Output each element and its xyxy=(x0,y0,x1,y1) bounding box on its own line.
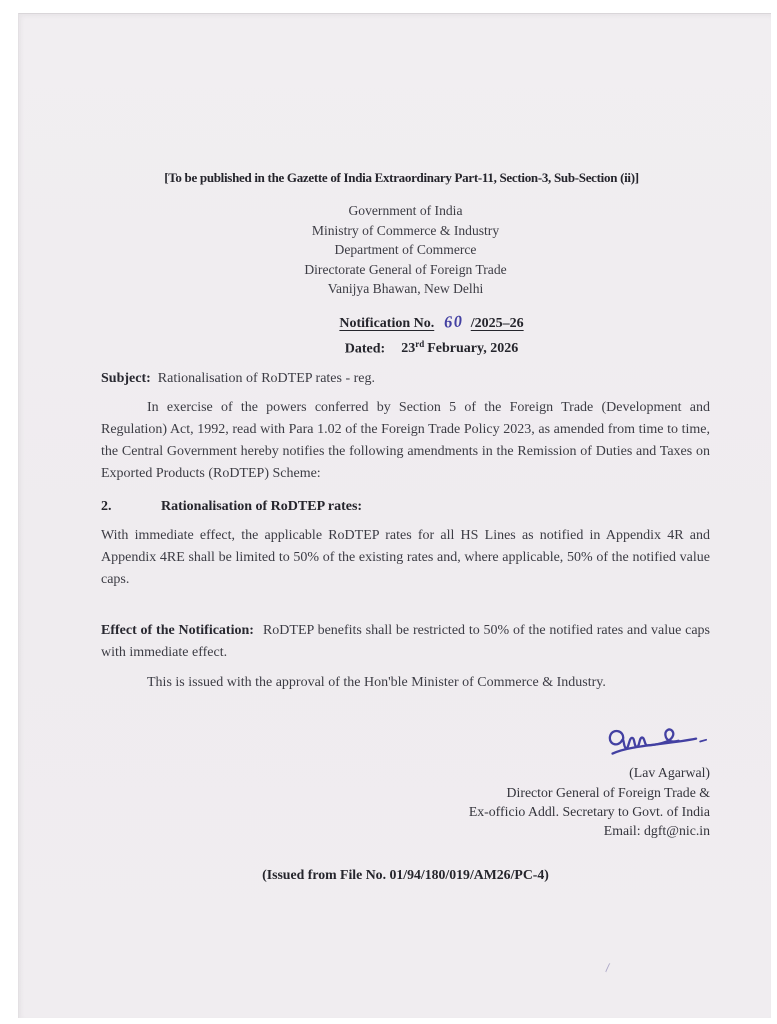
section-2-title: Rationalisation of RoDTEP rates: xyxy=(161,499,363,515)
notification-year-suffix: /2025–26 xyxy=(470,315,524,331)
effect-paragraph xyxy=(101,620,710,664)
document-page xyxy=(18,13,771,1018)
subject-line xyxy=(101,371,710,387)
handwritten-notification-number: 60 xyxy=(443,310,465,332)
notification-number-line xyxy=(127,312,736,333)
notification-block xyxy=(127,312,736,359)
section-2-paragraph: With immediate effect, the applicable RoDTEP rates for all HS Lines as notified in Appendix 4R and Appendix 4RE shall be limited to 50% of the existing rates and, where applicable, 50% of the notified value caps. xyxy=(101,528,710,587)
section-2-number: 2. xyxy=(101,499,112,515)
notification-label: Notification No. xyxy=(339,315,435,331)
org-line-ministry: Ministry of Commerce & Industry xyxy=(311,222,500,238)
file-reference: (Issued from File No. 01/94/180/019/AM26/PC-4) xyxy=(262,866,549,882)
gazette-header: [To be published in the Gazette of India Extraordinary Part-11, Section-3, Sub-Section (ii)] xyxy=(164,170,639,185)
org-line-address: Vanijya Bhawan, New Delhi xyxy=(327,281,484,296)
org-block xyxy=(101,201,710,299)
signature-scribble-row xyxy=(101,716,710,763)
signatory-title-1: Director General of Foreign Trade & xyxy=(506,784,710,800)
signature-scribble xyxy=(607,714,708,759)
org-line-department: Department of Commerce xyxy=(334,242,477,257)
section-2-heading xyxy=(101,499,710,515)
signature-block xyxy=(101,716,710,840)
dated-day: 23 xyxy=(401,341,416,357)
org-line-directorate: Directorate General of Foreign Trade xyxy=(304,261,507,277)
signatory-email: Email: dgft@nic.in xyxy=(603,823,710,839)
dated-label: Dated: xyxy=(344,341,386,357)
effect-label: Effect of the Notification: xyxy=(101,622,254,638)
subject-text: Rationalisation of RoDTEP rates - reg. xyxy=(157,371,375,387)
dated-line xyxy=(127,335,736,359)
signatory-name: (Lav Agarwal) xyxy=(629,765,710,781)
approval-line: This is issued with the approval of the Hon'ble Minister of Commerce & Industry. xyxy=(147,675,606,691)
effect-text: RoDTEP benefits shall be restricted to 50% of the notified rates and value caps with immediate effect. xyxy=(101,622,710,660)
signatory-title-2: Ex-officio Addl. Secretary to Govt. of India xyxy=(468,804,710,820)
opening-paragraph: In exercise of the powers conferred by Section 5 of the Foreign Trade (Development and Regulation) Act, 1992, read with Para 1.02 of the Foreign Trade Policy 2023, as amended from time to time, the Central Government hereby notifies the following amendments in the Remission of Duties and Taxes on Exported Products (RoDTEP) Scheme: xyxy=(101,400,710,481)
dated-month-year: February, 2026 xyxy=(427,341,519,357)
subject-label: Subject: xyxy=(101,371,151,387)
org-line-government: Government of India xyxy=(348,203,463,218)
dated-ordinal: rd xyxy=(415,338,425,349)
